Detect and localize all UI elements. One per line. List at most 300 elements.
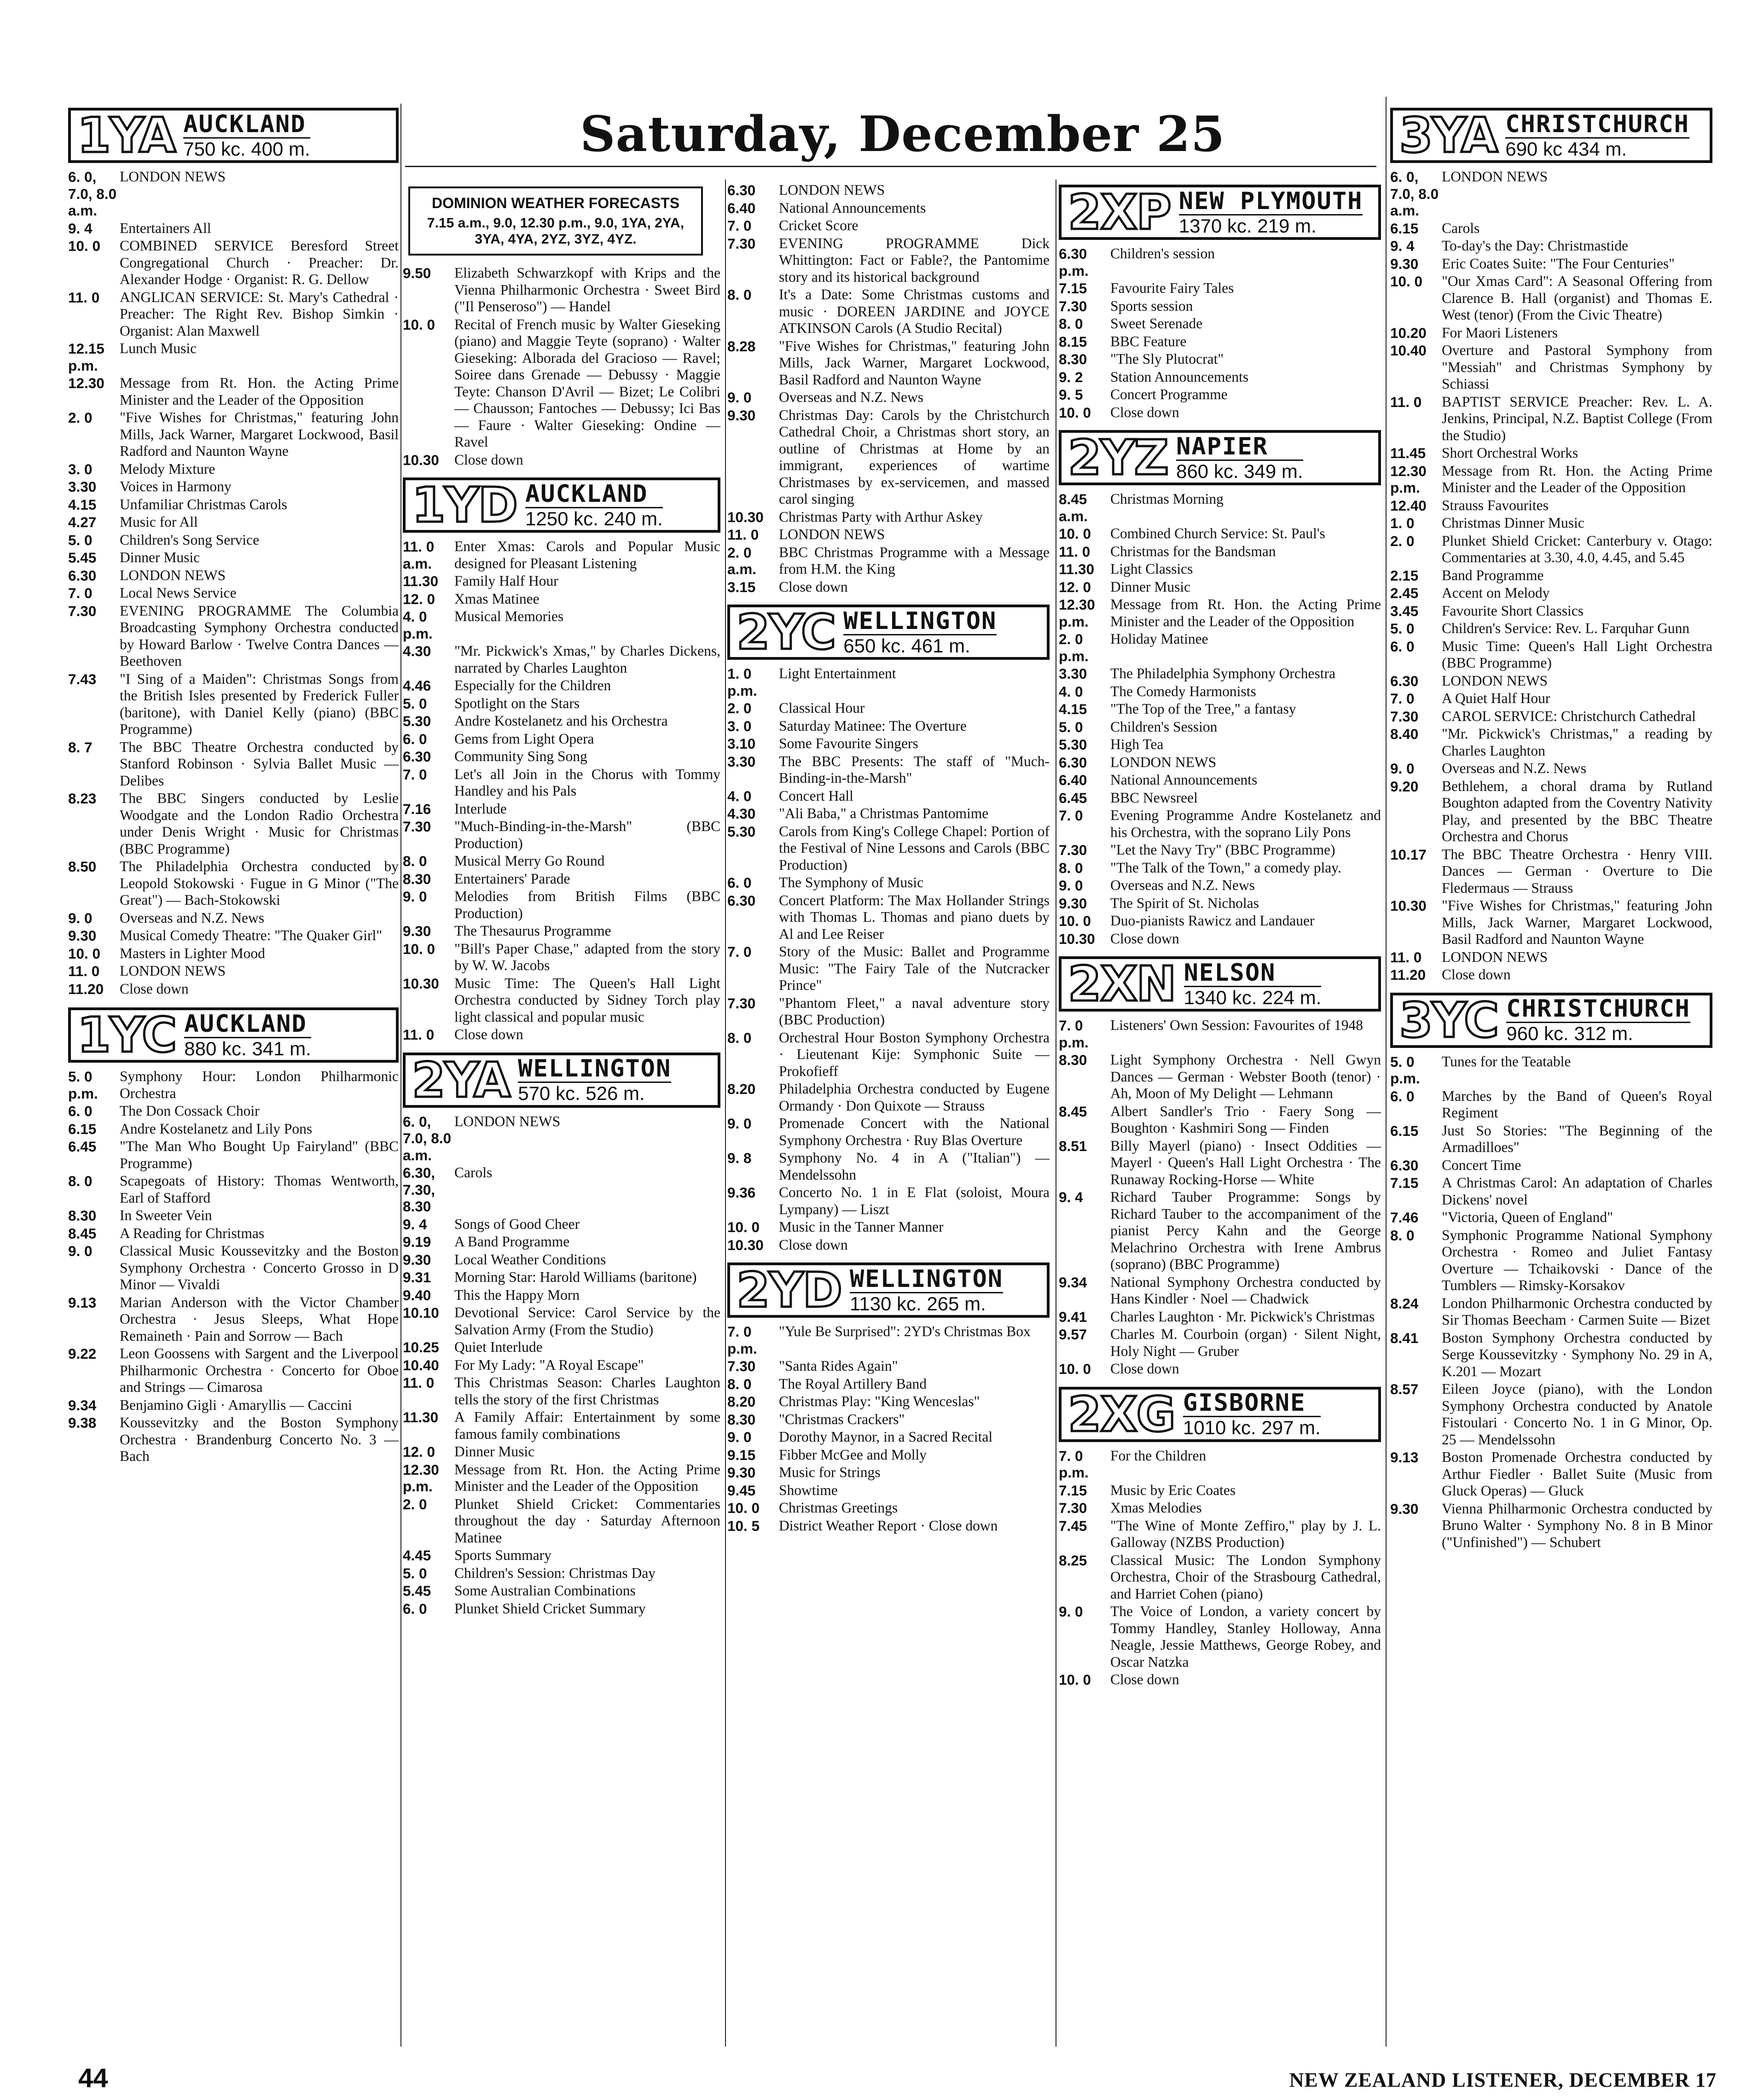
program-time: 7.30 [727,995,756,1012]
program-title: EVENING PROGRAMME The Columbia Broadcasting Symphony Orchestra conducted by Howard Barlow · Twelve Contra Dances — Beethoven [120,602,399,669]
program-entry [1059,579,1381,596]
station-call: 1YD [412,477,517,533]
program-time: 10.10 [403,1304,439,1321]
program-title: The Voice of London, a variety concert by Tommy Handley, Stanley Holloway, Anna Neagle, Jessie Matthews, George Robey, and Oscar Natzka [1110,1603,1381,1670]
program-time: 10.30 [403,975,439,992]
program-entry [403,1287,720,1304]
program-entry [68,238,399,288]
program-entry [403,731,720,748]
program-time: 5.30 [727,823,756,840]
program-time: 6.30 [727,892,756,909]
program-title: BBC Newsreel [1110,789,1198,806]
program-title: Charles M. Courboin (organ) · Silent Night, Holy Night — Gruber [1110,1326,1381,1359]
program-time: 12. 0 [403,1443,435,1460]
program-entry [727,1429,1050,1446]
schedule-1yd [403,538,720,1043]
program-time: 9. 0 [727,389,752,406]
program-title: Musical Merry Go Round [454,853,605,869]
program-time: 9.30 [727,407,756,424]
program-title: Dinner Music [1110,578,1191,595]
program-entry [1059,807,1381,841]
program-time: 5. 0 [1390,620,1415,637]
program-entry [1059,683,1381,700]
column-5 [1390,105,1712,1552]
program-time: 8.23 [68,790,97,807]
program-title: Benjamino Gigli · Amaryllis — Caccini [120,1396,352,1413]
program-title: Short Orchestral Works [1442,445,1578,461]
program-time: 9. 5 [1059,386,1083,403]
program-time: 8.40 [1390,726,1419,742]
schedule-1ya [68,169,399,997]
program-entry [1059,561,1381,578]
program-title: LONDON NEWS [1110,754,1217,770]
program-title: Gems from Light Opera [454,730,594,747]
program-title: Christmas for the Bandsman [1110,543,1276,559]
program-title: Vienna Philharmonic Orchestra conducted by Bruno Walter · Symphony No. 8 in B Minor ("Unfinished") — Schubert [1442,1500,1712,1550]
program-time: 4. 0 p.m. [403,608,433,642]
program-entry [403,573,720,590]
program-title: Story of the Music: Ballet and Programme Music: "The Fairy Tale of the Nutcracker Prince" [779,943,1050,993]
program-title: Christmas Greetings [779,1500,898,1516]
program-title: Carols [1442,220,1480,236]
program-entry [68,739,399,790]
station-frequency: 570 kc. 526 m. [518,1082,671,1104]
program-time: 7. 0 [68,585,93,601]
program-title: "Phantom Fleet," a naval adventure story (BBC Production) [779,995,1050,1028]
program-time: 1. 0 p.m. [727,665,757,699]
program-title: Overseas and N.Z. News [1442,760,1587,776]
program-entry [403,695,720,712]
station-frequency: 1340 kc. 224 m. [1184,986,1322,1008]
program-entry [403,923,720,940]
program-time: 9. 0 [403,888,427,905]
program-time: 3. 0 [68,460,93,477]
program-entry [403,1461,720,1495]
program-time: 8.50 [68,858,97,875]
program-title: The Comedy Harmonists [1110,683,1256,699]
program-title: "Christmas Crackers" [779,1411,905,1427]
program-title: Concert Platform: The Max Hollander Strings with Thomas L. Thomas and piano duets by Al and Lee Reiser [779,892,1050,942]
program-entry [1059,1052,1381,1102]
program-entry [1390,220,1712,237]
program-title: For the Children [1110,1447,1207,1464]
program-title: Songs of Good Cheer [454,1216,580,1232]
station-box-3yc [1390,993,1712,1048]
program-time: 9.45 [727,1482,756,1499]
program-time: 6. 0 [1390,638,1415,655]
program-time: 4.45 [403,1547,431,1564]
station-frequency: 1010 kc. 297 m. [1183,1417,1321,1438]
program-time: 11.30 [403,1409,439,1425]
program-entry [1059,386,1381,403]
program-title: LONDON NEWS [120,567,226,583]
program-entry [403,643,720,676]
program-entry [727,1115,1050,1149]
program-entry [403,1443,720,1460]
program-entry [68,671,399,738]
program-title: Dinner Music [120,549,200,565]
station-box-2xn [1059,956,1381,1012]
program-time: 7.30 [403,818,431,835]
program-time: 11. 0 [1390,393,1422,410]
program-entry [727,1219,1050,1236]
program-title: Christmas Dinner Music [1442,515,1584,531]
program-entry [68,1345,399,1396]
program-title: High Tea [1110,736,1164,752]
program-time: 6.45 [68,1138,97,1155]
program-entry [1390,256,1712,273]
program-entry [727,509,1050,526]
program-entry [727,1150,1050,1183]
program-entry [403,818,720,852]
program-title: "Mr. Pickwick's Christmas," a reading by Charles Laughton [1442,726,1712,759]
program-time: 11. 0 [68,963,100,979]
program-time: 9.38 [68,1414,97,1431]
program-time: 11. 0 [1390,948,1422,966]
program-time: 5.45 [68,549,97,566]
program-time: 11. 0 [403,1026,435,1043]
program-time: 2. 0 [1390,532,1415,549]
page-number: 44 [78,2063,108,2093]
program-time: 9.31 [403,1269,431,1286]
program-entry [68,478,399,495]
program-entry [1059,1671,1381,1688]
program-time: 6.30 [1059,754,1087,771]
program-time: 8. 0 [68,1173,93,1189]
forecast-heading: DOMINION WEATHER FORECASTS [431,195,680,211]
station-box-1yc [68,1007,399,1063]
program-entry [1390,1381,1712,1448]
program-title: Eric Coates Suite: "The Four Centuries" [1442,255,1675,272]
station-box-2xg [1059,1387,1381,1442]
program-entry [1390,690,1712,707]
program-title: Close down [1110,930,1179,947]
program-time: 9. 0 [727,1115,752,1132]
station-call: 2YC [737,604,835,660]
program-time: 8.25 [1059,1552,1087,1569]
program-entry [1059,1518,1381,1551]
program-title: EVENING PROGRAMME Dick Whittington: Fact or Fable?, the Pantomime story and its historical background [779,235,1050,285]
program-entry [727,665,1050,699]
program-entry [403,1216,720,1233]
program-time: 10.30 [1059,930,1095,947]
station-call: 2YZ [1068,430,1168,486]
program-time: 8.30 [1059,1052,1087,1068]
program-time: 10. 0 [1059,525,1091,542]
station-frequency: 690 kc 434 m. [1505,137,1689,160]
program-title: "The Wine of Monte Zeffiro," play by J. L. Galloway (NZBS Production) [1110,1517,1381,1550]
program-entry [68,514,399,531]
program-time: 6. 0 [727,874,752,891]
program-time: 4.46 [403,677,431,694]
program-time: 10.20 [1390,324,1427,341]
program-entry [68,220,399,237]
program-title: Sports Summary [454,1547,551,1563]
program-title: Music Time: Queen's Hall Light Orchestra (BBC Programme) [1442,638,1712,671]
program-entry [68,549,399,566]
program-time: 5. 0 [403,1565,427,1582]
program-time: 11.30 [403,573,439,589]
forecast-times: 7.15 a.m., 9.0, 12.30 p.m., 9.0, 1YA, 2YA, 3YA, 4YA, 2YZ, 3YZ, 4YZ. [427,215,685,247]
schedule-2xn [1059,1017,1381,1378]
program-time: 9.13 [1390,1449,1419,1466]
station-city: NAPIER [1176,432,1268,460]
program-time: 11.30 [1059,561,1095,577]
program-entry [1059,333,1381,350]
program-time: 7. 0 [1390,690,1415,707]
program-title: Strauss Favourites [1442,497,1549,513]
program-title: Community Sing Song [454,748,587,764]
program-time: 9. 0 [1059,1603,1083,1620]
program-entry [1390,1501,1712,1551]
program-title: Let's all Join in the Chorus with Tommy Handley and his Pals [454,766,720,799]
program-title: Message from Rt. Hon. the Acting Prime Minister and the Leader of the Opposition [1110,596,1381,629]
program-time: 8. 0 [1059,859,1083,876]
program-title: Sports session [1110,297,1193,314]
schedule-2ya-continued [727,182,1050,595]
program-entry [68,603,399,670]
program-title: "Bill's Paper Chase," adapted from the story by W. W. Jacobs [454,940,720,973]
program-time: 9.34 [68,1396,97,1414]
program-entry [68,1414,399,1465]
program-entry [68,461,399,478]
program-time: 2. 0 a.m. [727,544,757,577]
program-entry [403,871,720,888]
program-entry [727,235,1050,286]
program-time: 10. 0 [727,1219,760,1235]
program-title: Koussevitzky and the Boston Symphony Orchestra · Brandenburg Concerto No. 3 — Bach [120,1414,399,1464]
program-entry [403,1496,720,1547]
column-4 [1059,182,1381,1689]
program-title: The BBC Presents: The staff of "Much-Binding-in-the-Marsh" [779,753,1050,786]
program-entry [727,995,1050,1029]
program-entry [1390,1053,1712,1087]
program-entry [403,853,720,870]
station-city: NELSON [1184,959,1276,987]
program-time: 9. 0 [1390,760,1415,777]
program-title: Elizabeth Schwarzkopf with Krips and the Vienna Philharmonic Orchestra · Sweet Bird ("Il Penseroso") — Handel [454,265,720,314]
station-box-3ya [1390,108,1712,163]
program-entry [727,788,1050,805]
program-entry [403,1339,720,1356]
program-time: 9.30 [1390,1500,1419,1517]
program-title: Musical Comedy Theatre: "The Quaker Girl" [120,927,383,943]
program-entry [403,316,720,451]
program-title: BBC Feature [1110,333,1187,349]
program-title: Fibber McGee and Molly [779,1446,927,1463]
program-time: 8. 0 [1059,315,1083,332]
program-title: ANGLICAN SERVICE: St. Mary's Cathedral · Preacher: The Right Rev. Bishop Simkin · Organist: Alan Maxwell [120,289,399,339]
program-title: Promenade Concert with the National Symphony Orchestra · Ruy Blas Overture [779,1115,1050,1148]
station-city: WELLINGTON [843,607,997,635]
program-title: Overseas and N.Z. News [779,389,924,405]
program-time: 9.30 [1390,255,1419,272]
program-entry [403,677,720,694]
program-title: Sweet Serenade [1110,315,1203,332]
program-time: 9. 0 [68,909,93,926]
program-entry [1059,719,1381,736]
program-title: Close down [779,1236,848,1253]
program-time: 8. 0 [403,853,427,869]
program-title: Duo-pianists Rawicz and Landauer [1110,913,1315,929]
program-time: 8.15 [1059,333,1087,350]
program-title: Close down [454,451,523,468]
program-entry [68,1243,399,1293]
program-time: 8.51 [1059,1137,1087,1154]
program-title: BAPTIST SERVICE Preacher: Rev. L. A. Jenkins, Principal, N.Z. Baptist College (From the Studio) [1442,393,1712,443]
program-entry [403,1600,720,1617]
program-title: The Philadelphia Symphony Orchestra [1110,665,1336,681]
program-title: LONDON NEWS [454,1113,561,1129]
program-time: 6. 0, 7.0, 8.0 a.m. [403,1113,452,1163]
program-time: 9.30 [1059,895,1087,912]
program-time: 8. 7 [68,739,93,756]
program-time: 8.20 [727,1081,756,1097]
station-frequency: 1370 kc. 219 m. [1179,214,1363,237]
program-time: 6.30, 7.30, 8.30 [403,1164,435,1215]
program-title: Close down [1110,1361,1179,1377]
station-call: 2YA [412,1052,510,1108]
program-title: This the Happy Morn [454,1286,580,1303]
program-time: 9. 4 [68,220,93,237]
program-entry [68,790,399,857]
program-entry [727,1482,1050,1499]
program-title: This Christmas Season: Charles Laughton tells the story of the first Christmas [454,1374,720,1408]
program-entry [1390,1157,1712,1174]
program-time: 10. 0 [1059,1671,1091,1688]
program-time: 6.40 [727,199,756,216]
program-title: Overseas and N.Z. News [120,909,265,926]
program-entry [1059,369,1381,386]
program-title: National Symphony Orchestra conducted by Hans Kindler · Noel — Chadwick [1110,1274,1381,1307]
program-title: Albert Sandler's Trio · Faery Song — Boughton · Kashmiri Song — Finden [1110,1103,1381,1136]
program-time: 10. 0 [68,238,101,254]
program-title: Light Symphony Orchestra · Nell Gwyn Dances — German · Webster Booth (tenor) · Ah, Moon of My Delight — Lehmann [1110,1052,1381,1101]
program-title: Music for Strings [779,1464,881,1480]
program-time: 8.45 a.m. [1059,491,1088,524]
program-time: 10. 5 [727,1517,760,1534]
program-entry [68,585,399,602]
program-entry [1390,342,1712,393]
program-time: 6. 0 [68,1103,93,1119]
program-time: 9.30 [68,927,97,944]
program-title: "Five Wishes for Christmas," featuring John Mills, Jack Warner, Margaret Lockwood, Basil Radford and Naunton Wayne [120,409,399,459]
program-entry [1390,1209,1712,1226]
program-time: 12. 0 [403,590,435,607]
program-title: A Family Affair: Entertainment by some famous family combinations [454,1409,720,1442]
program-time: 7.30 [727,1358,756,1374]
program-entry [1390,897,1712,948]
program-time: 9.41 [1059,1308,1087,1325]
program-title: BBC Christmas Programme with a Message from H.M. the King [779,544,1050,577]
program-entry [1390,497,1712,514]
program-title: Children's Song Service [120,531,260,548]
program-title: Message from Rt. Hon. the Acting Prime Minister and the Leader of the Opposition [454,1461,720,1494]
program-time: 3.30 [1059,665,1087,682]
program-time: 8.30 [1059,351,1087,367]
program-time: 3.30 [727,753,756,770]
program-entry [403,1357,720,1374]
program-title: Scapegoats of History: Thomas Wentworth, Earl of Stafford [120,1173,399,1206]
program-time: 10. 0 [1059,913,1091,929]
schedule-2yc [727,665,1050,1253]
program-entry [1059,665,1381,682]
program-time: 2.45 [1390,585,1419,601]
program-entry [1059,245,1381,279]
program-time: 8.30 [403,870,431,887]
program-time: 9.13 [68,1294,97,1311]
program-entry [1390,1175,1712,1208]
program-entry [1390,515,1712,532]
program-title: "Five Wishes for Christmas," featuring John Mills, Jack Warner, Margaret Lockwood, Basil Radford and Naunton Wayne [779,337,1050,388]
program-time: 6. 0 [403,730,427,747]
program-time: 8.30 [68,1207,97,1224]
program-entry [1059,315,1381,332]
program-time: 6. 0 [403,1600,427,1617]
program-entry [727,1184,1050,1218]
program-entry [1059,860,1381,877]
program-entry [1390,325,1712,342]
program-entry [1390,1295,1712,1329]
program-entry [68,858,399,909]
program-entry [68,1225,399,1242]
program-title: The Symphony of Music [779,874,924,890]
program-title: Concert Time [1442,1157,1521,1173]
station-city: WELLINGTON [850,1265,1004,1293]
program-entry [1059,280,1381,297]
program-entry [1059,1500,1381,1517]
program-entry [68,981,399,998]
program-time: 12.30 p.m. [1390,462,1427,496]
program-title: Holiday Matinee [1110,631,1208,647]
program-time: 9. 8 [727,1150,752,1166]
program-time: 7.45 [1059,1517,1087,1534]
program-title: LONDON NEWS [1442,948,1548,965]
program-time: 8. 0 [727,1029,752,1046]
program-time: 7.46 [1390,1209,1419,1226]
program-time: 5. 0 p.m. [68,1068,98,1102]
program-entry [403,1582,720,1600]
program-title: Christmas Party with Arthur Askey [779,508,983,525]
program-entry [68,963,399,980]
program-time: 2. 0 p.m. [1059,631,1089,664]
station-call: 1YA [77,107,175,163]
program-time: 9. 4 [403,1216,427,1233]
program-title: Bethlehem, a choral drama by Rutland Boughton adapted from the Coventry Nativity Play, and presented by the BBC Theatre Orchestra and Chorus [1442,778,1712,844]
program-time: 10. 0 [1059,1361,1091,1377]
program-time: 6.40 [1059,772,1087,788]
program-title: Melody Mixture [120,460,215,477]
station-frequency: 860 kc. 349 m. [1176,460,1303,482]
program-entry [403,888,720,922]
program-time: 7.30 [1059,842,1087,858]
program-title: "Let the Navy Try" (BBC Programme) [1110,842,1335,858]
schedule-2ya [403,1113,720,1617]
program-time: 5.30 [403,713,431,729]
program-title: Masters in Lighter Mood [120,945,265,961]
program-time: 4.15 [68,496,97,513]
program-time: 9. 0 [727,1429,752,1445]
program-title: Music Time: The Queen's Hall Light Orchestra conducted by Sidney Torch play light classical and popular music [454,975,720,1025]
program-entry [403,748,720,765]
program-title: Classical Hour [779,700,865,716]
station-box-2yd [727,1262,1050,1318]
program-entry [1059,1189,1381,1273]
program-entry [68,409,399,460]
program-entry [403,1269,720,1286]
program-title: Just So Stories: "The Beginning of the Armadilloes" [1442,1122,1712,1155]
program-entry [403,265,720,315]
